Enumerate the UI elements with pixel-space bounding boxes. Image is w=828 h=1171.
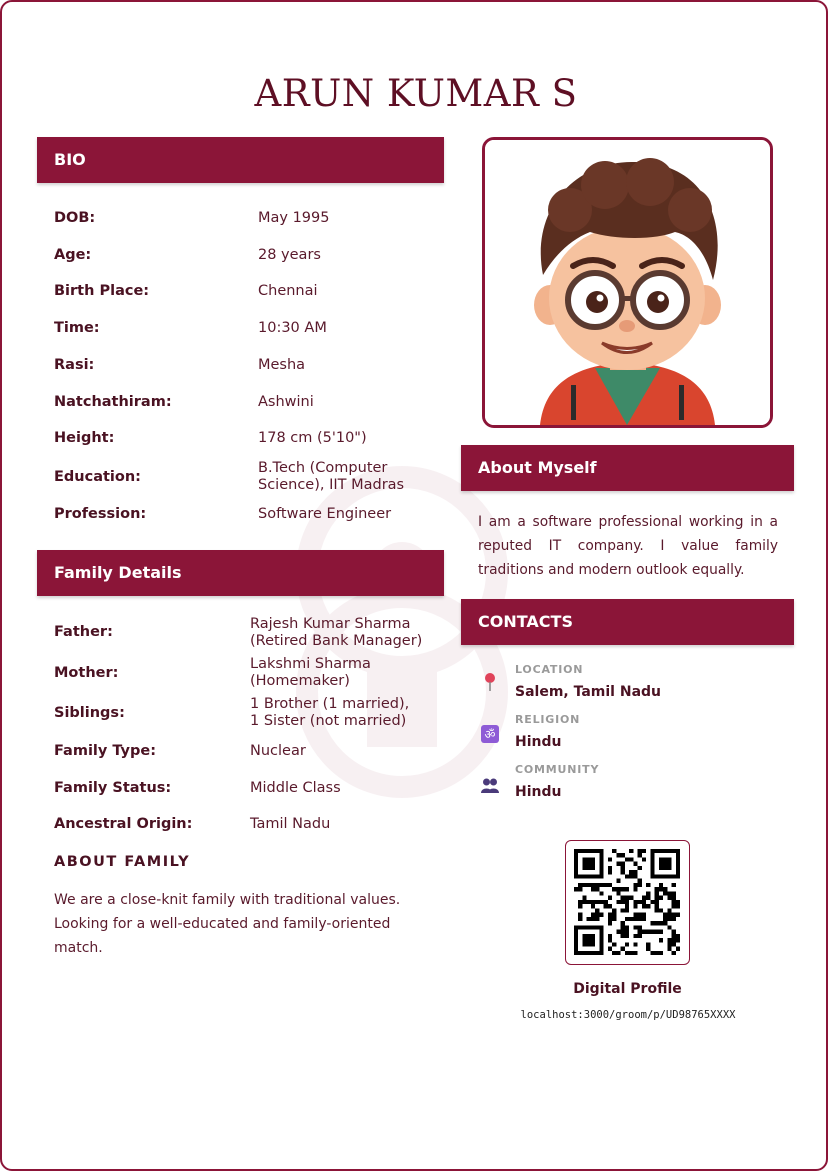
profile-name: ARUN KUMAR S [254, 72, 578, 115]
family-label-status: Family Status: [54, 780, 172, 796]
bio-value-age: 28 years [258, 247, 321, 263]
family-label-type: Family Type: [54, 743, 157, 759]
family-value-mother: Lakshmi Sharma (Homemaker) [250, 656, 371, 689]
family-value-siblings: 1 Brother (1 married), 1 Sister (not married) [250, 696, 410, 729]
family-value-father: Rajesh Kumar Sharma (Retired Bank Manager) [250, 616, 423, 649]
family-value-origin: Tamil Nadu [250, 816, 331, 832]
contact-religion-label: RELIGION [515, 713, 581, 726]
family-label-origin: Ancestral Origin: [54, 816, 193, 832]
contact-community-value: Hindu [515, 784, 562, 800]
bio-value-birth-place: Chennai [258, 283, 318, 299]
om-icon [480, 724, 500, 744]
profile-photo [482, 137, 773, 428]
avatar [485, 140, 770, 425]
bio-value-dob: May 1995 [258, 210, 330, 226]
contact-religion-value: Hindu [515, 734, 562, 750]
contact-location-label: LOCATION [515, 663, 584, 676]
bio-value-profession: Software Engineer [258, 506, 392, 522]
bio-label-birth-place: Birth Place: [54, 283, 150, 299]
bio-value-rasi: Mesha [258, 357, 306, 373]
bio-value-time: 10:30 AM [258, 320, 327, 336]
qr-code[interactable] [565, 840, 690, 965]
pin-icon [480, 672, 500, 692]
family-label-mother: Mother: [54, 665, 119, 681]
bio-label-natchathiram: Natchathiram: [54, 394, 172, 410]
about-myself-text: I am a software professional working in a reputed IT company. I value family traditions and modern outlook equally. [478, 514, 778, 578]
family-value-status: Middle Class [250, 780, 341, 796]
qr-caption: Digital Profile [573, 981, 682, 997]
qr-code-image [574, 849, 680, 955]
family-label-siblings: Siblings: [54, 705, 125, 721]
family-label-father: Father: [54, 624, 113, 640]
svg-text:ॐ: ॐ [484, 727, 496, 742]
bio-value-height: 178 cm (5'10") [258, 430, 367, 446]
bio-label-time: Time: [54, 320, 100, 336]
contacts-heading: CONTACTS [461, 599, 794, 645]
contact-location-value: Salem, Tamil Nadu [515, 684, 662, 700]
bio-value-education: B.Tech (Computer Science), IIT Madras [258, 460, 405, 493]
bio-label-rasi: Rasi: [54, 357, 95, 373]
bio-label-education: Education: [54, 469, 141, 485]
profile-url[interactable]: localhost:3000/groom/p/UD98765XXXX [520, 1009, 736, 1021]
bio-label-dob: DOB: [54, 210, 96, 226]
people-icon [480, 776, 500, 796]
family-value-type: Nuclear [250, 743, 306, 759]
bio-label-age: Age: [54, 247, 92, 263]
about-family-heading: ABOUT FAMILY [54, 854, 191, 870]
contact-community-label: COMMUNITY [515, 763, 600, 776]
bio-label-height: Height: [54, 430, 115, 446]
family-heading: Family Details [37, 550, 444, 596]
about-myself-heading: About Myself [461, 445, 794, 491]
bio-heading: BIO [37, 137, 444, 183]
bio-label-profession: Profession: [54, 506, 147, 522]
about-family-text: We are a close-knit family with traditional values. Looking for a well-educated and family-oriented match. [54, 892, 401, 956]
bio-value-natchathiram: Ashwini [258, 394, 314, 410]
